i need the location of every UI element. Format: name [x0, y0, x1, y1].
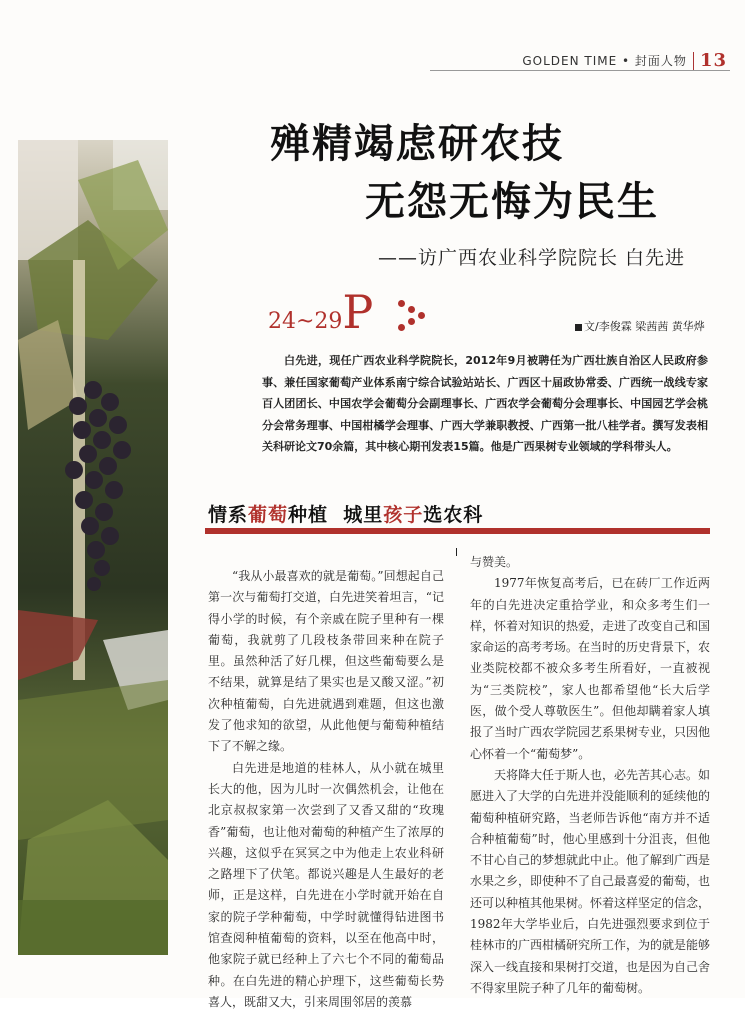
page-number: 13: [699, 50, 727, 71]
body-paragraph: 与赞美。: [470, 555, 519, 569]
byline: [575, 318, 705, 334]
bullet-dot: •: [617, 53, 635, 68]
intro-paragraph: 白先进，现任广西农业科学院院长，2012年9月被聘任为广西壮族自治区人民政府参事、兼任国家葡萄产业体系南宁综合试验站站长、广西区十届政协常委、广西统一战线专家百人团团长、中国农学会葡萄分会副理事长、广西农学会葡萄分会理事长、中国园艺学会桃分会常务理事、中国柑橘学会理事、广西大学兼职教授、广西第一批八桂学者。撰写发表相关科研论文70余篇，其中核心期刊发表15篇。他是广西果树专业领域的学科带头人。: [262, 354, 708, 453]
body-paragraph: 白先进是地道的桂林人，从小就在城里长大的他，因为儿时一次偶然机会，让他在北京叔叔家第一次尝到了又香又甜的“玫瑰香”葡萄，也让他对葡萄的种植产生了浓厚的兴趣，这似乎在冥冥之中为他走上农业科研之路埋下了伏笔。都说兴趣是人生最好的老师，正是这样，白先进在小学时就开始在自家的院子学种葡萄，中学时就懂得钻进图书馆查阅种植葡萄的资料，以至在他高中时，他家院子就已经种上了六七个不同的葡萄品种。在白先进的精心护理下，这些葡萄长势喜人，既甜又大，引来周围邻居的羡慕: [208, 760, 444, 1009]
article-subtitle: ——访广西农业科学院院长 白先进: [378, 247, 686, 269]
article-title-line2: 无怨无悔为民生: [365, 179, 659, 225]
section-heading-bar: [205, 528, 710, 534]
right-column: [470, 552, 710, 999]
page-range: [268, 285, 374, 339]
section-heading-part: 情系: [208, 504, 249, 526]
section-heading-part: 选农科: [423, 504, 484, 526]
decorative-dots-icon: [396, 298, 426, 328]
header-separator: [693, 52, 694, 70]
series-name: GOLDEN TIME: [522, 53, 618, 68]
section-heading-part: 孩子: [383, 504, 424, 526]
left-column: [208, 566, 444, 1013]
section-heading-part: 种植 城里: [288, 504, 384, 526]
square-bullet-icon: [575, 324, 582, 331]
section-heading: [208, 500, 483, 527]
body-paragraph: “我从小最喜欢的就是葡萄。”回想起自己第一次与葡萄打交道，白先进笑着坦言，“记得小学的时候，有个亲戚在院子里种有一棵葡萄，我就剪了几段枝条带回来种在院子里。虽然种活了好几棵，但这些葡萄要么是不结果，就算是结了果实也是又酸又涩。”初次种植葡萄，白先进就遇到难题，但这也激发了他求知的欲望，从此他便与葡萄种植结下了不解之缘。: [208, 569, 444, 754]
byline-text: 文/李俊霖 梁茜茜 黄华烨: [584, 320, 705, 333]
page-range-numbers: 24~29: [268, 309, 343, 334]
running-header: [522, 50, 727, 71]
body-paragraph: 天将降大任于斯人也，必先苦其心志。如愿进入了大学的白先进并没能顺利的延续他的葡萄种植研究路，当老师告诉他“南方并不适合种植葡萄”时，他心里感到十分沮丧，但他不甘心自己的梦想就此中止。他了解到广西是水果之乡，即使种不了自己最喜爱的葡萄，也还可以种植其他果树。怀着这样坚定的信念，1982年大学毕业后，白先进强烈要求到位于桂林市的广西柑橘研究所工作，为的就是能够深入一线直接和果树打交道，也是因为自己舍不得家里院子种了几年的葡萄树。: [470, 767, 711, 995]
vineyard-photo: [18, 140, 168, 955]
section-heading-part: 葡萄: [248, 504, 289, 526]
section-name: 封面人物: [634, 54, 687, 68]
body-paragraph: 1977年恢复高考后，已在砖厂工作近两年的白先进决定重拾学业，和众多考生们一样，怀着对知识的热爱，走进了改变自己和国家命运的高考考场。在当时的历史背景下，农业类院校都不被众多考生所看好，一直被视为“三类院校”，家人也都希望他“长大后学医，做个受人尊敬医生”。但他却瞒着家人填报了当时广西农学院园艺系果树专业，只因他心怀着一个“葡萄梦”。: [470, 576, 711, 761]
column-marker: [456, 548, 457, 556]
article-title-line1: 殚精竭虑研农技: [270, 121, 564, 167]
page-range-letter: P: [342, 285, 374, 339]
